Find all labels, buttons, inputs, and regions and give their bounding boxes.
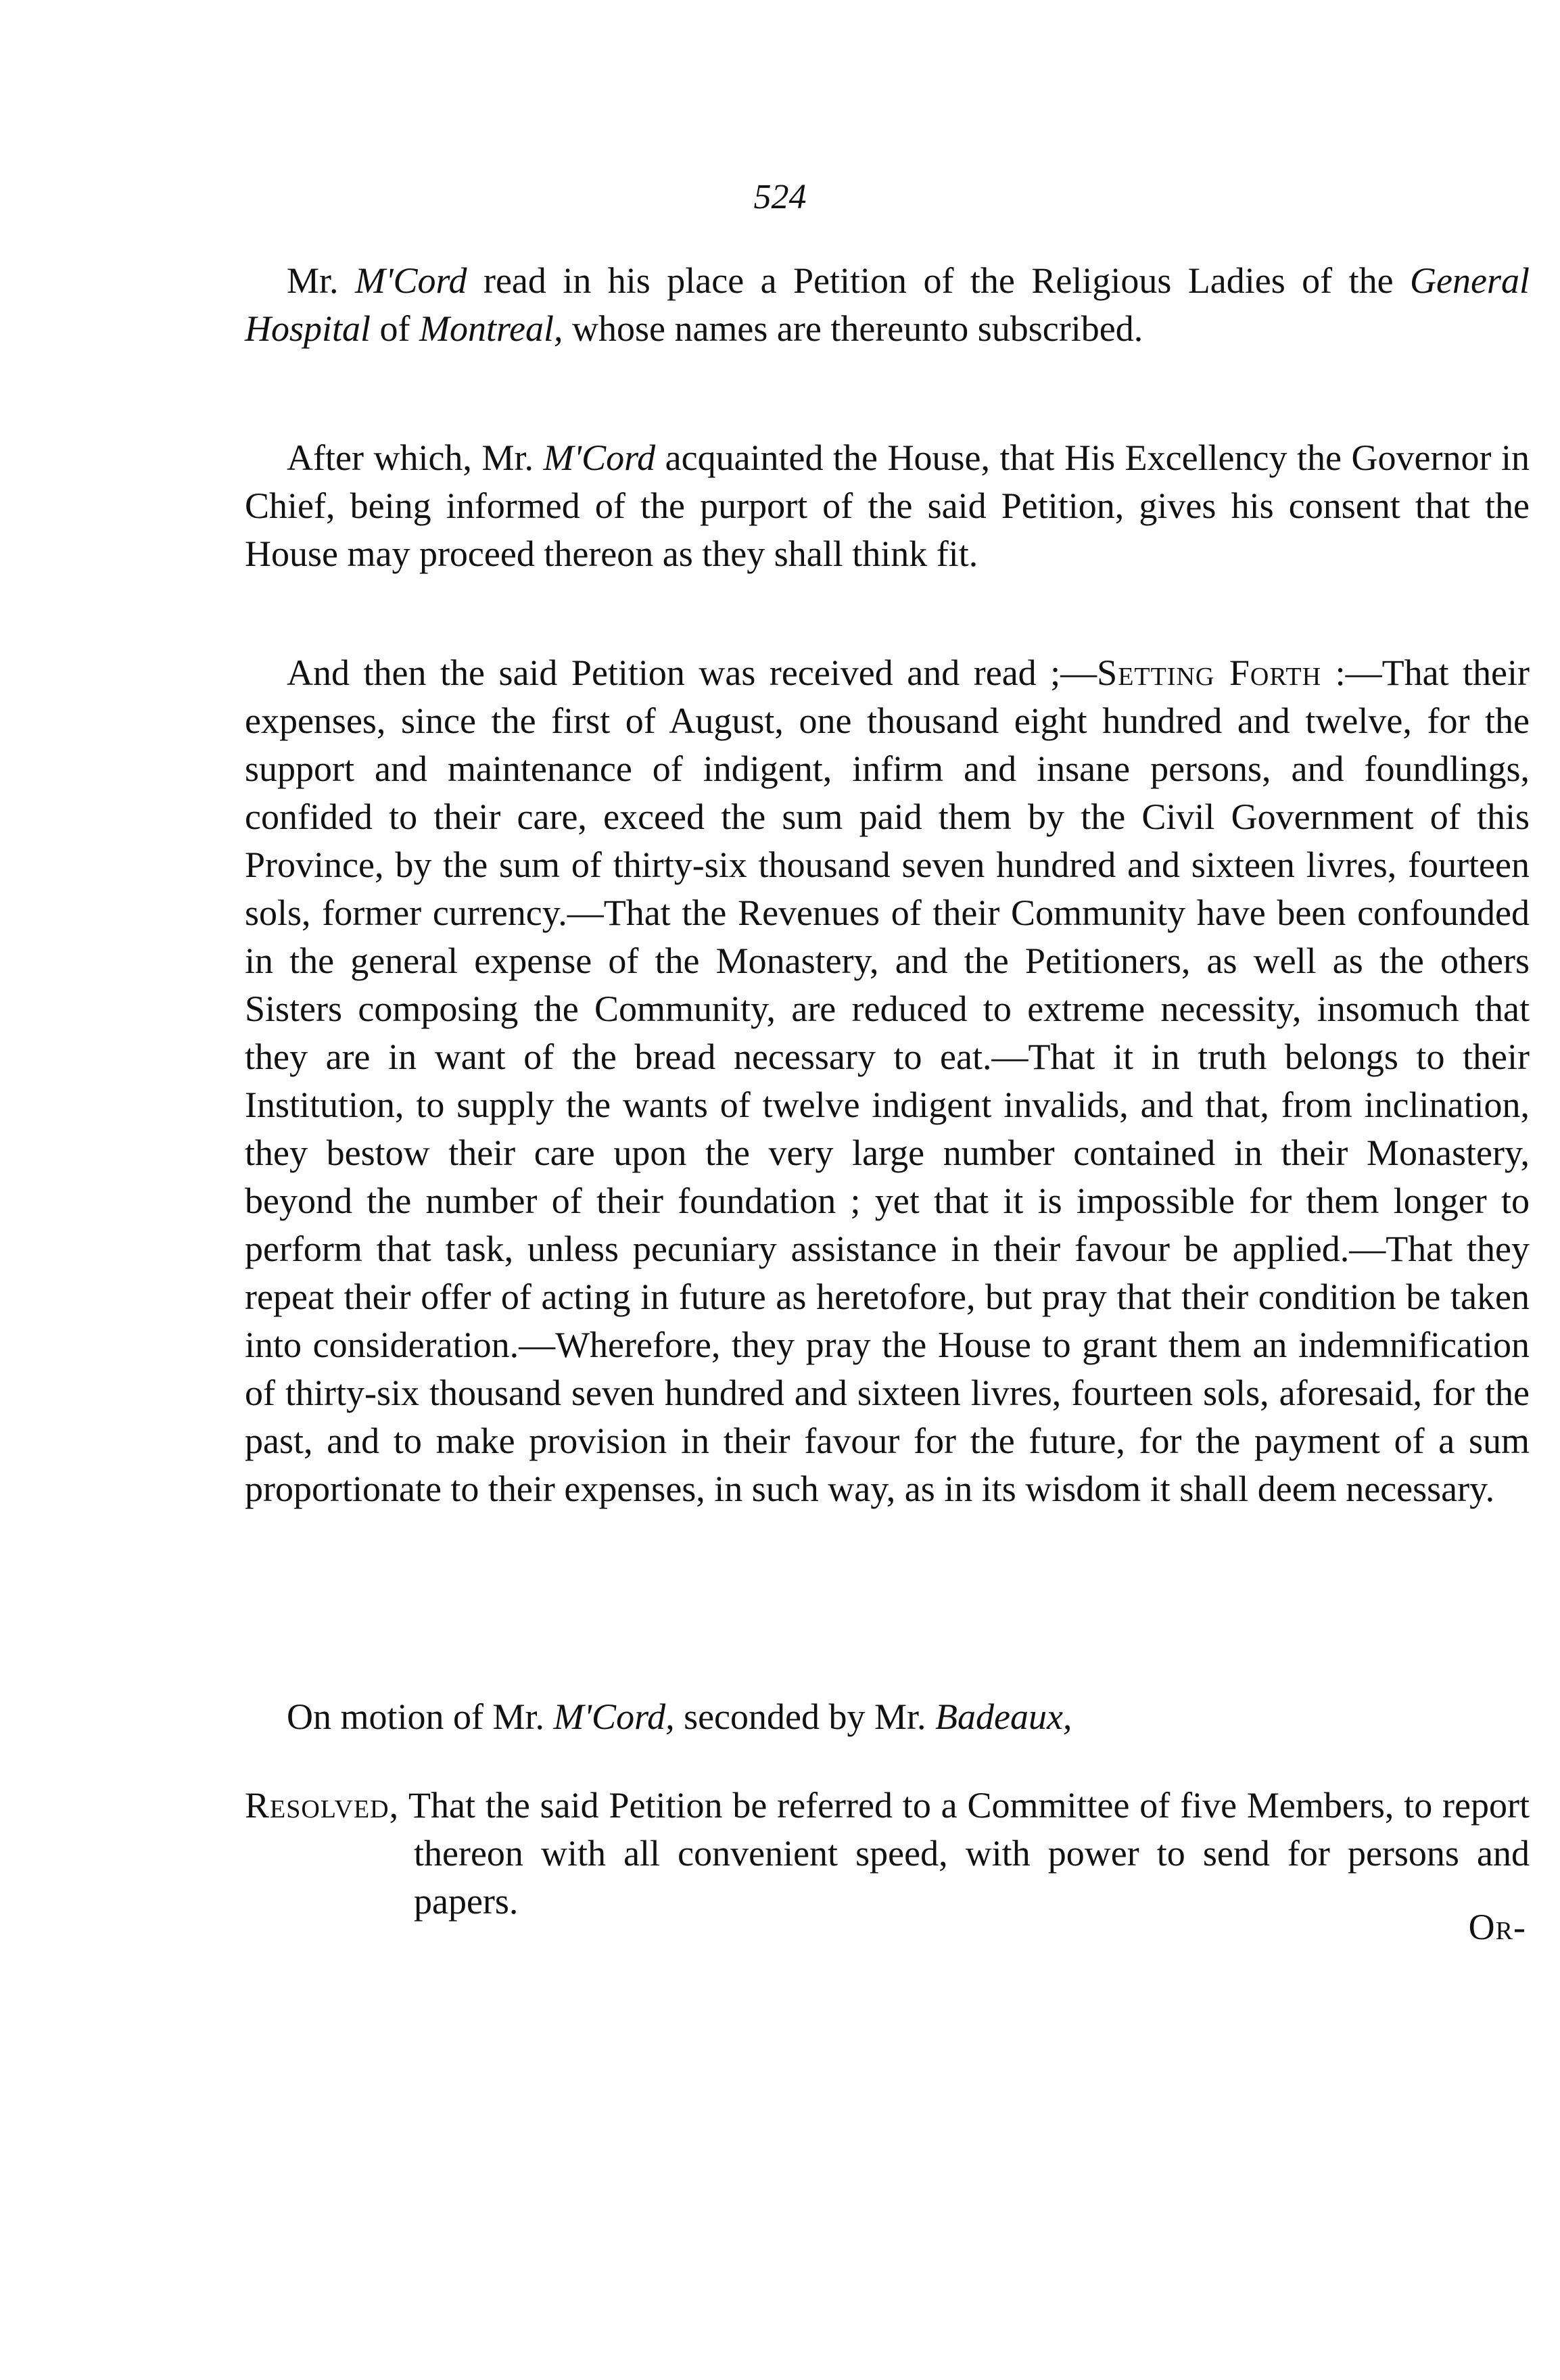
paragraph-petition-content	[245, 649, 1530, 1513]
mover-honorific: Mr.	[287, 260, 355, 301]
mover-name: M'Cord	[354, 260, 467, 301]
paragraph-text: On motion of Mr.	[287, 1696, 554, 1737]
catchword: Or-	[1468, 1907, 1526, 1947]
paragraph-text: :—That their expenses, since the first of August, one thousand eight hundred and twelve, for the support and maintenance of indigent, infirm and insane persons, and foundlings, confided to their care, exceed the sum paid them by the Civil Government of this Province, by the sum of thirty-six thousand seven hundred and sixteen livres, fourteen sols, former currency.—That the Revenues of their Community have been confounded in the general expense of the Monastery, and the Petitioners, as well as the others Sisters composing the Community, are reduced to extreme necessity, insomuch that they are in want of the bread necessary to eat.—That it in truth belongs to their Institution, to supply the wants of twelve indigent invalids, and that, from inclination, they bestow their care upon the very large number contained in their Monastery, beyond the number of their foundation ; yet that it is impossible for them longer to perform that task, unless pecuniary assistance in their favour be applied.—That they repeat their offer of acting in future as heretofore, but pray that their condition be taken into consideration.—Wherefore, they pray the House to grant them an indemnification of thirty-six thousand seven hundred and sixteen livres, fourteen sols, aforesaid, for the past, and to make provision in their favour for the future, for the payment of a sum proportionate to their expenses, in such way, as in its wisdom it shall deem necessary.	[245, 652, 1530, 1509]
mover-name: M'Cord,	[553, 1696, 675, 1737]
city-name: Montreal,	[419, 308, 563, 349]
paragraph-resolved	[245, 1782, 1530, 1926]
seconder-name: Badeaux,	[935, 1696, 1072, 1737]
paragraph-text: acquainted the House, that His Excellency the Governor in Chief, being informed of the purport of the said Petition, gives his consent that the House may proceed thereon as they shall think fit.	[245, 437, 1530, 574]
mover-name: M'Cord	[543, 437, 656, 478]
paragraph-text: And then the said Petition was received and read ;—	[287, 652, 1097, 693]
paragraph-text: seconded by Mr.	[674, 1696, 936, 1737]
paragraph-governor-consent	[245, 434, 1530, 578]
paragraph-motion	[245, 1693, 1530, 1741]
paragraph-text: read in his place a Petition of the Religious Ladies of the	[467, 260, 1411, 301]
institution-name: General Hospital	[245, 260, 1530, 349]
page-number: 524	[753, 178, 807, 216]
resolved-label: Resolved,	[245, 1785, 400, 1826]
paragraph-text: After which, Mr.	[287, 437, 544, 478]
paragraph-text: whose names are thereunto subscribed.	[563, 308, 1143, 349]
paragraph-text: of	[371, 308, 420, 349]
paragraph-text: That the said Petition be referred to a Committee of five Members, to report thereon with all convenient speed, with power to send for persons and papers.	[399, 1785, 1530, 1922]
paragraph-petition-introduced	[245, 257, 1530, 353]
setting-forth-label: Setting Forth	[1097, 652, 1322, 693]
